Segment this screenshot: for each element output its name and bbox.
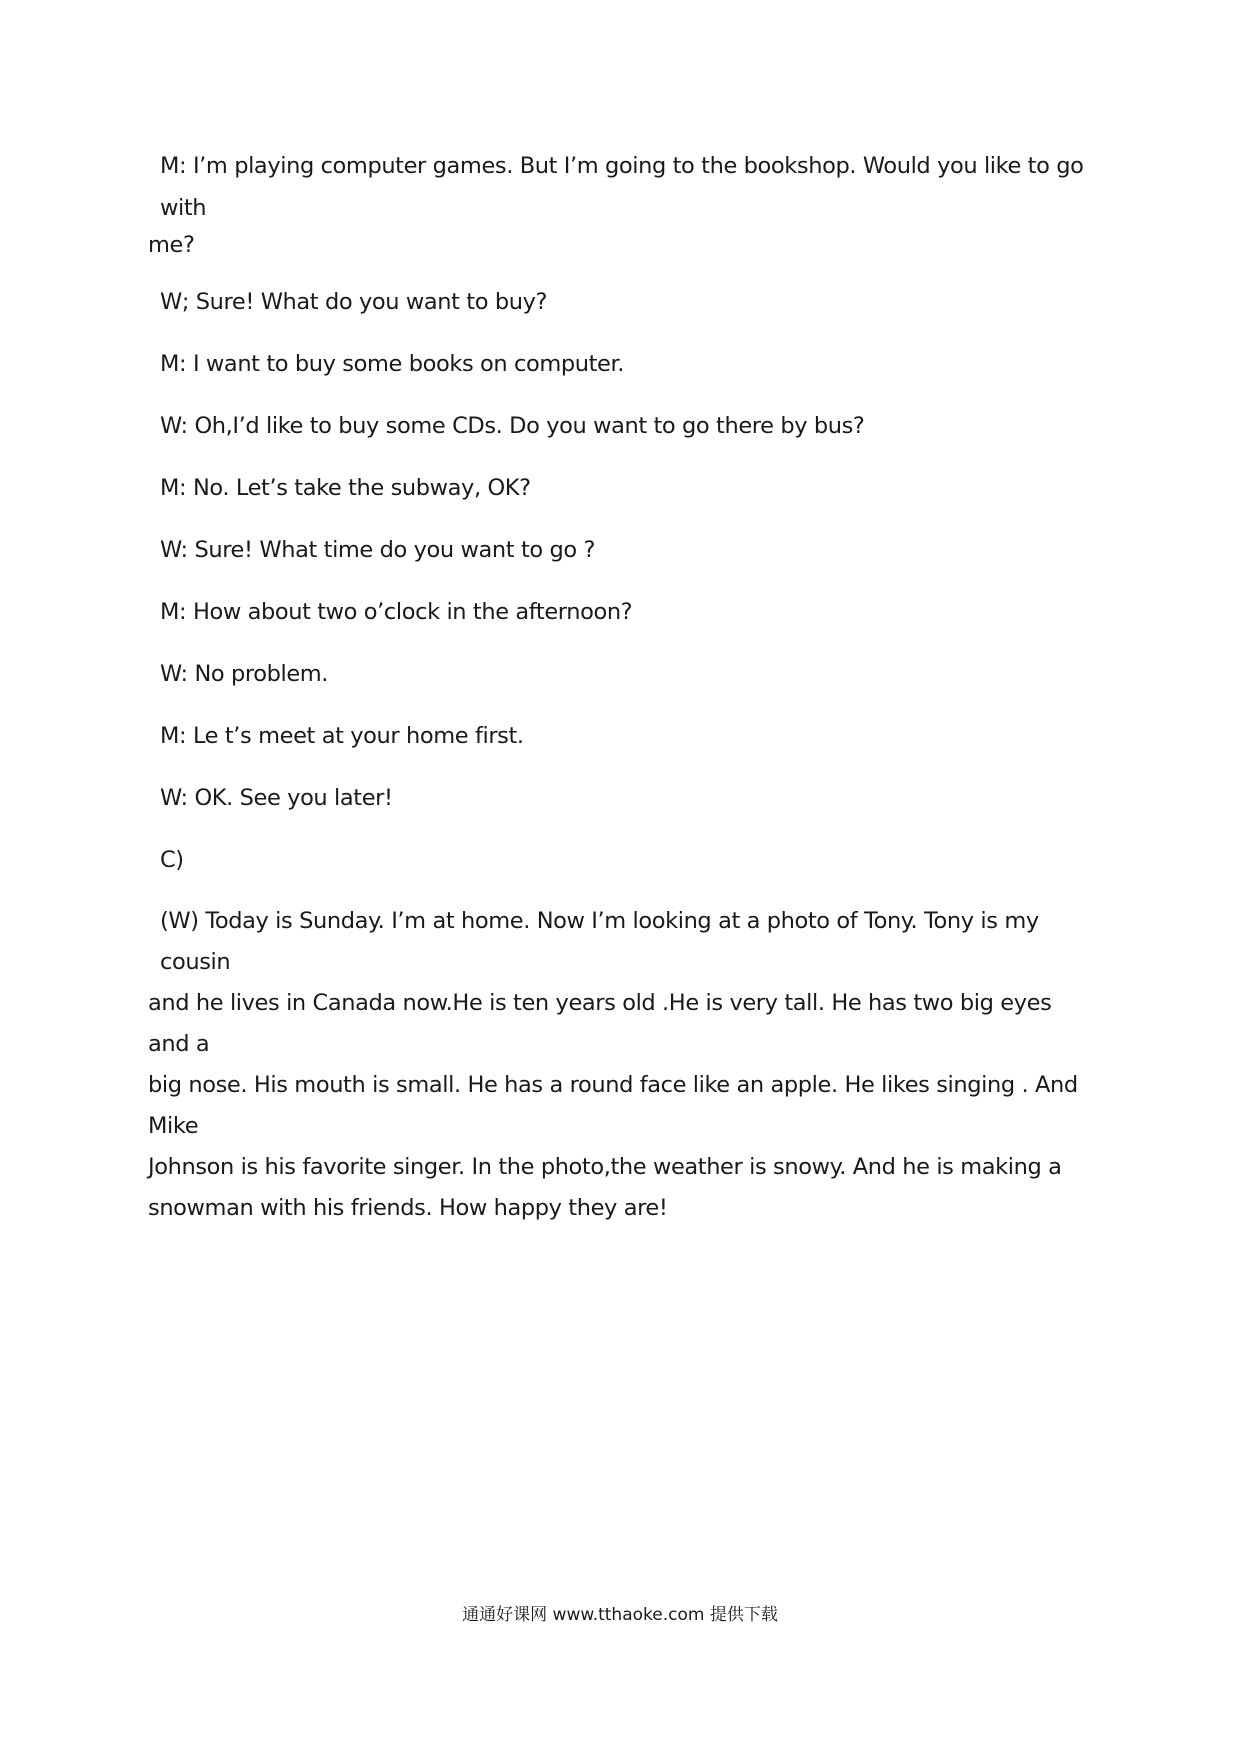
passage-line-1: (W) Today is Sunday. I’m at home. Now I’m looking at a photo of Tony. Tony is my cousin <box>160 908 1039 975</box>
dialogue-line-5: M: No. Let’s take the subway, OK? <box>160 475 531 501</box>
dialogue-line-10: W: OK. See you later! <box>160 785 393 811</box>
dialogue-line-3: M: I want to buy some books on computer. <box>160 351 625 377</box>
page-footer: 通通好课网 www.tthaoke.com 提供下载 <box>462 1605 778 1625</box>
dialogue-line-2: W; Sure! What do you want to buy? <box>160 289 548 315</box>
dialogue-line-1-part-2: me? <box>148 232 195 258</box>
passage-line-5: snowman with his friends. How happy they are! <box>148 1195 668 1221</box>
section-label: C) <box>160 847 184 873</box>
dialogue-line-6: W: Sure! What time do you want to go ? <box>160 537 596 563</box>
document-body <box>148 145 1098 1249</box>
passage-line-4: Johnson is his favorite singer. In the photo,the weather is snowy. And he is making a <box>148 1154 1062 1180</box>
dialogue-line-1 <box>148 145 1098 261</box>
dialogue-line-4: W: Oh,I’d like to buy some CDs. Do you want to go there by bus? <box>160 413 865 439</box>
passage-line-2: and he lives in Canada now.He is ten years old .He is very tall. He has two big eyes and a <box>148 990 1052 1057</box>
dialogue-line-8: W: No problem. <box>160 661 329 687</box>
passage-paragraph <box>148 901 1098 1229</box>
dialogue-line-9: M: Le t’s meet at your home first. <box>160 723 524 749</box>
dialogue-line-1-part-1: M: I’m playing computer games. But I’m going to the bookshop. Would you like to go with <box>160 153 1084 221</box>
passage-line-3: big nose. His mouth is small. He has a round face like an apple. He likes singing . And Mike <box>148 1072 1078 1139</box>
dialogue-line-7: M: How about two o’clock in the afternoon? <box>160 599 633 625</box>
